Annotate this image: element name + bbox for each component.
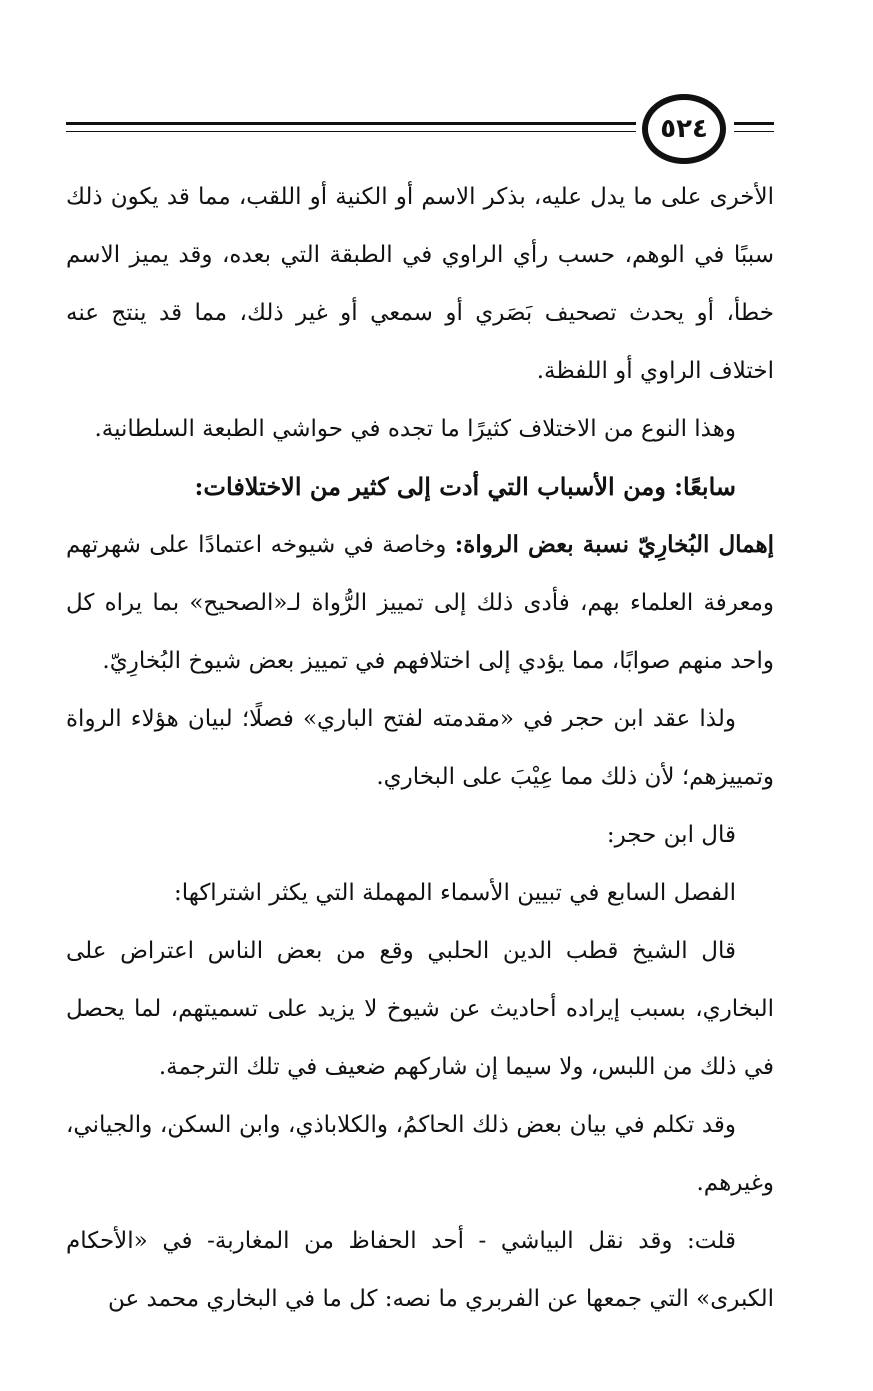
paragraph-8: قال الشيخ قطب الدين الحلبي وقع من بعض الناس اعتراض على البخاري، بسبب إيراده أحاديث عن شيوخ لا يزيد على تسميتهم، لما يحصل في ذلك من اللبس، ولا سيما إن شاركهم ضعيف في تلك الترجمة. (66, 938, 774, 1080)
paragraph-7: الفصل السابع في تبيين الأسماء المهملة التي يكثر اشتراكها: (173, 880, 736, 906)
header-rule-right-thin (734, 131, 774, 132)
page-number: ٥٢٤ (660, 114, 708, 144)
header-rule-right-thick (734, 122, 774, 125)
page-body (66, 168, 774, 1328)
page-number-badge (642, 94, 726, 164)
paragraph-4 (66, 516, 774, 690)
paragraph-4-text: وخاصة في شيوخه اعتمادًا على شهرتهم ومعرفة العلماء بهم، فأدى ذلك إلى تمييز الرُّواة لـ«الصحيح» بما يراه كل واحد منهم صوابًا، مما يؤدي إلى اختلافهم في تمييز بعض شيوخ البُخارِيّ. (66, 532, 774, 674)
page-header (66, 94, 774, 170)
header-rule-thin (66, 131, 636, 132)
paragraph-1: الأخرى على ما يدل عليه، بذكر الاسم أو الكنية أو اللقب، مما قد يكون ذلك سببًا في الوهم، حسب رأي الراوي في الطبقة التي بعده، وقد يميز الاسم خطأ، أو يحدث تصحيف بَصَري أو سمعي أو غير ذلك، مما قد ينتج عنه اختلاف الراوي أو اللفظة. (66, 184, 774, 384)
paragraph-10: قلت: وقد نقل البياشي - أحد الحفاظ من المغاربة- في «الأحكام الكبرى» التي جمعها عن الفربري ما نصه: كل ما في البخاري محمد عن (66, 1228, 774, 1312)
header-rule-thick (66, 122, 636, 125)
paragraph-6: قال ابن حجر: (606, 822, 736, 848)
section-heading: سابعًا: ومن الأسباب التي أدت إلى كثير من الاختلافات: (194, 472, 736, 501)
paragraph-4-lead: إهمال البُخارِيّ نسبة بعض الرواة: (454, 531, 774, 558)
paragraph-5: ولذا عقد ابن حجر في «مقدمته لفتح الباري» فصلًا؛ لبيان هؤلاء الرواة وتمييزهم؛ لأن ذلك مما عِيْبَ على البخاري. (66, 706, 774, 790)
paragraph-2: وهذا النوع من الاختلاف كثيرًا ما تجده في حواشي الطبعة السلطانية. (94, 416, 736, 442)
paragraph-9: وقد تكلم في بيان بعض ذلك الحاكمُ، والكلاباذي، وابن السكن، والجياني، وغيرهم. (66, 1112, 774, 1196)
